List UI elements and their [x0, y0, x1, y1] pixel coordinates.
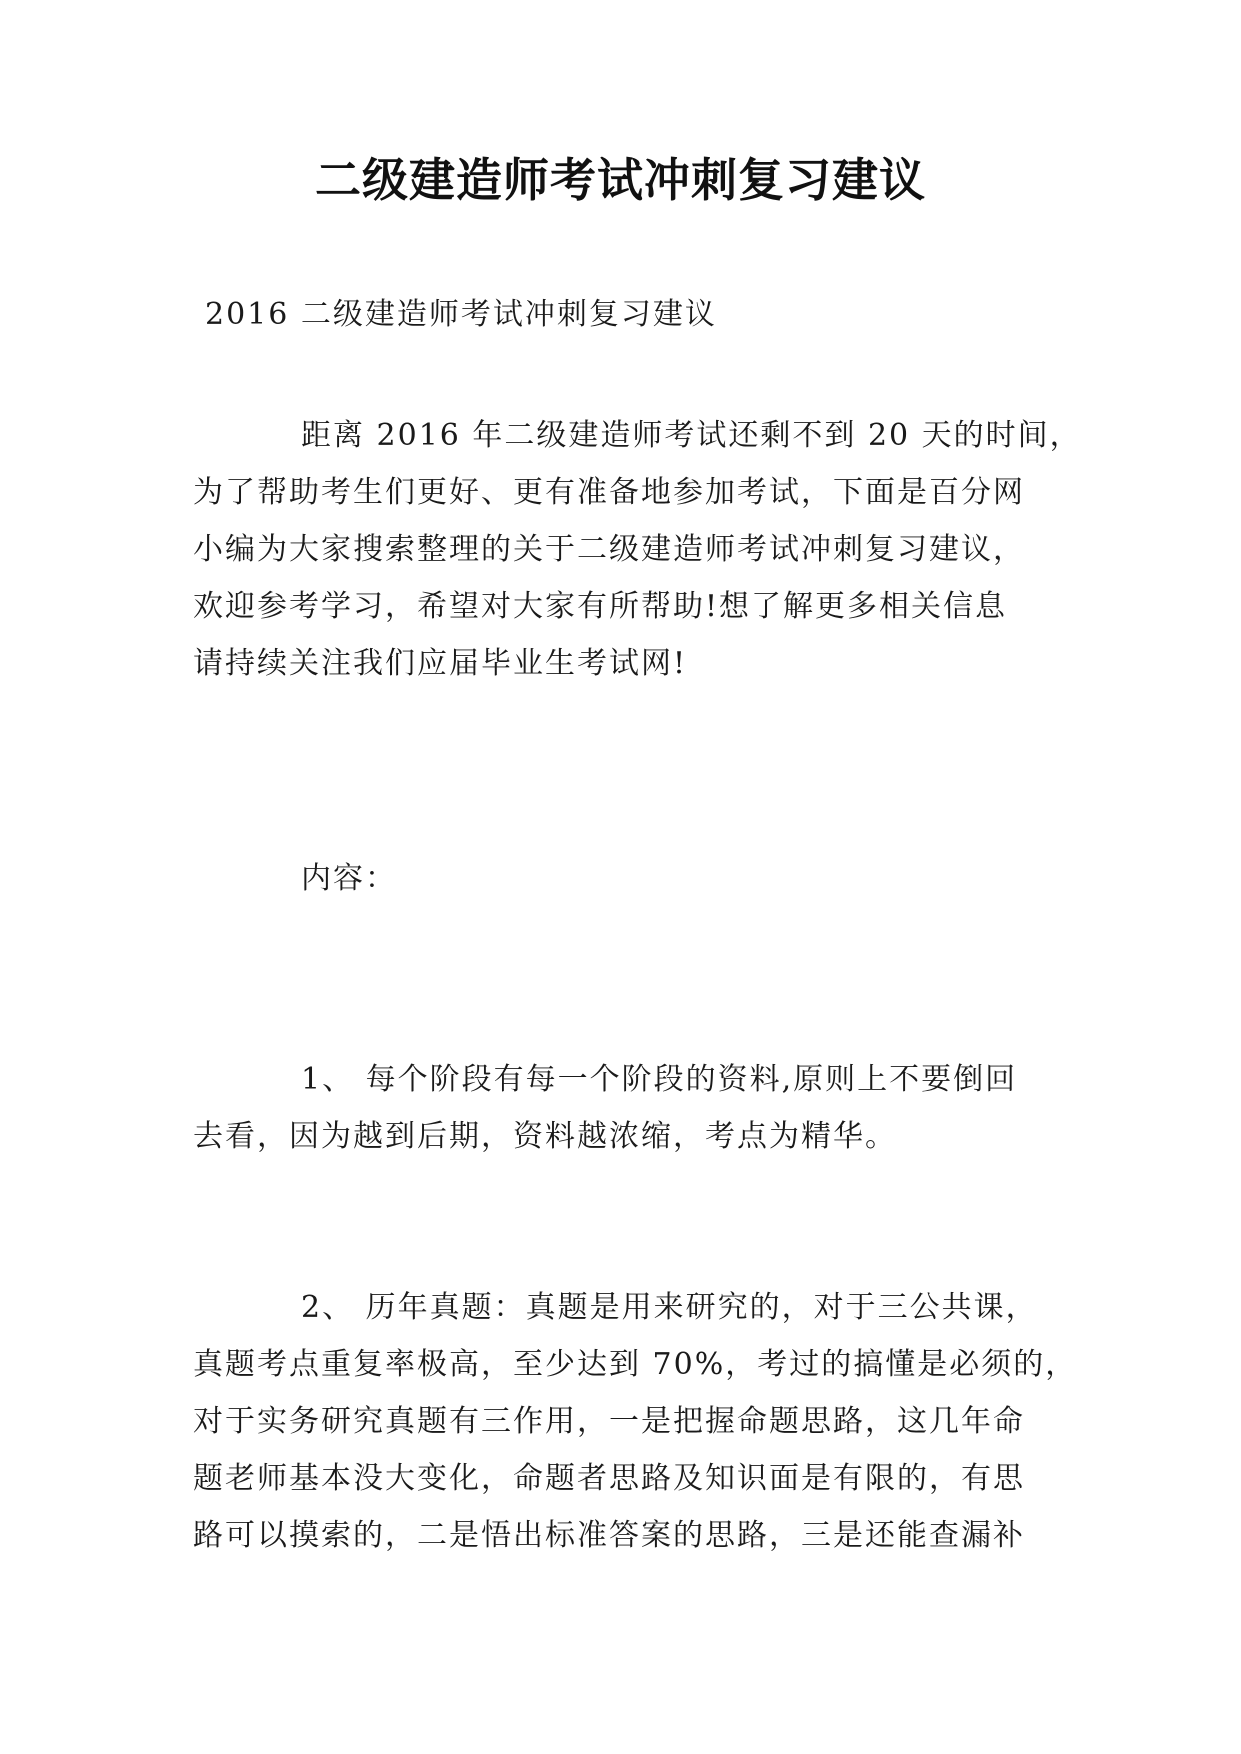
document-subtitle: 2016 二级建造师考试冲刺复习建议: [205, 297, 717, 332]
intro-line: 为了帮助考生们更好、更有准备地参加考试，下面是百分网: [193, 475, 1025, 510]
intro-line: 欢迎参考学习，希望对大家有所帮助!想了解更多相关信息: [193, 589, 1008, 624]
item2-line: 题老师基本没大变化，命题者思路及知识面是有限的，有思: [193, 1461, 1025, 1496]
document-title: 二级建造师考试冲刺复习建议: [315, 153, 926, 207]
item1-line: 1、 每个阶段有每一个阶段的资料,原则上不要倒回: [301, 1062, 1018, 1097]
item2-line: 对于实务研究真题有三作用，一是把握命题思路，这几年命: [193, 1404, 1025, 1439]
intro-line: 请持续关注我们应届毕业生考试网!: [193, 646, 688, 681]
item2-line: 路可以摸索的，二是悟出标准答案的思路，三是还能查漏补: [193, 1518, 1025, 1553]
item1-line: 去看，因为越到后期，资料越浓缩，考点为精华。: [193, 1119, 897, 1154]
intro-line: 距离 2016 年二级建造师考试还剩不到 20 天的时间，: [301, 418, 1082, 453]
item2-line: 真题考点重复率极高，至少达到 70%，考过的搞懂是必须的，: [193, 1347, 1078, 1382]
contents-heading: [193, 850, 1063, 907]
contents-label: 内容：: [301, 861, 397, 896]
intro-paragraph: [193, 407, 1082, 692]
list-item-1: [193, 1051, 1063, 1165]
intro-line: 小编为大家搜索整理的关于二级建造师考试冲刺复习建议，: [193, 532, 1025, 567]
item2-line: 2、 历年真题：真题是用来研究的，对于三公共课，: [301, 1290, 1038, 1325]
list-item-2: [193, 1279, 1078, 1564]
